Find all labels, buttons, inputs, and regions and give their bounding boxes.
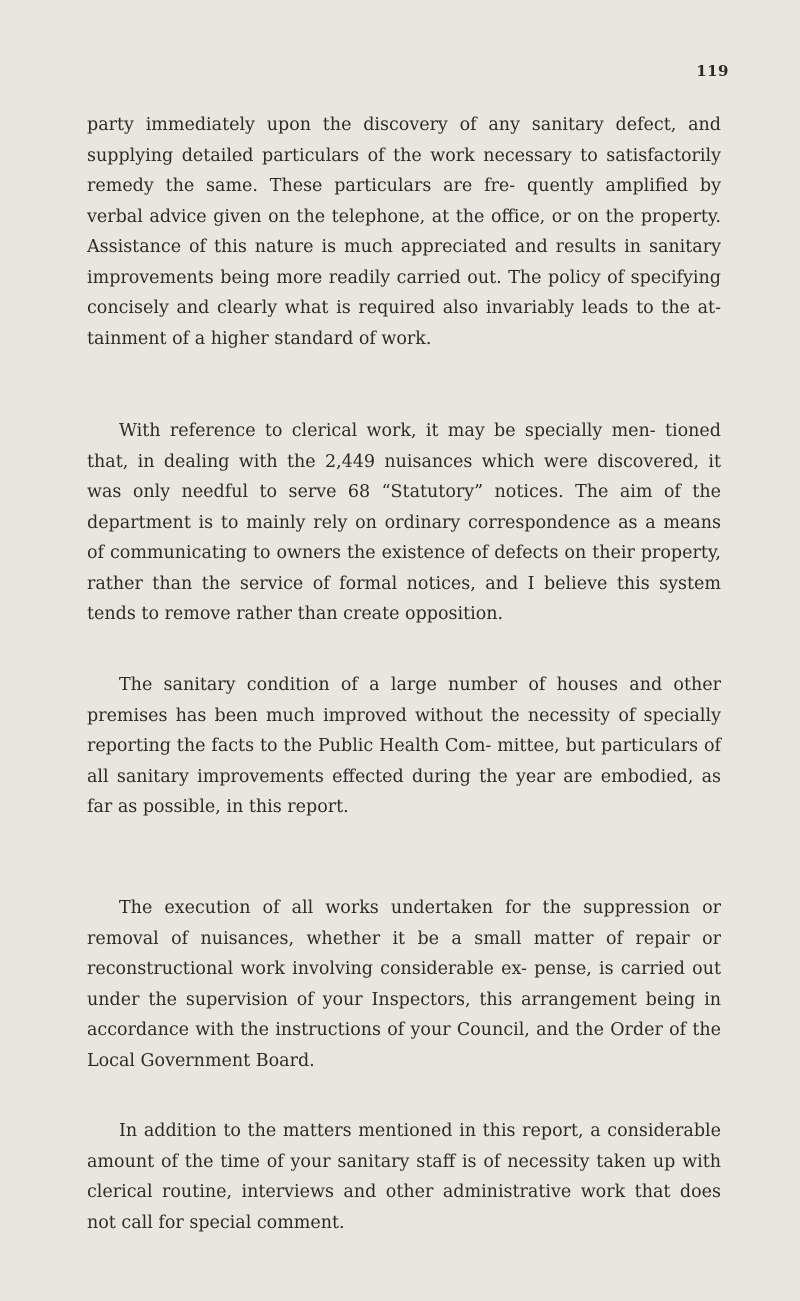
page-number: 119	[696, 62, 729, 80]
paragraph-execution-of-works: The execution of all works undertaken for the suppression or removal of nuisances, whether it be a small matter of repair or reconstructional work involving considerable ex- pense, is carried out under the supervision of your Inspectors, this arrangement being in accordance with the instructions of your Council, and the Order of the Local Government Board.	[87, 898, 721, 1071]
paragraph-administrative-work: In addition to the matters mentioned in this report, a considerable amount of the time of your sanitary staff is of necessity taken up with clerical routine, interviews and other administrative work that does not call for special comment.	[87, 1121, 721, 1233]
paragraph-sanitary-condition: The sanitary condition of a large number of houses and other premises has been much improved without the necessity of specially reporting the facts to the Public Health Com- mittee, but particulars of all sanitary improvements effected during the year are embodied, as far as possible, in this report.	[87, 675, 721, 817]
paragraph-clerical-work: With reference to clerical work, it may be specially men- tioned that, in dealing with the 2,449 nuisances which were discovered, it was only needful to serve 68 “Statutory” notices. The aim of the department is to mainly rely on ordinary correspondence as a means of communicating to owners the existence of defects on their property, rather than the service of formal notices, and I believe this system tends to remove rather than create opposition.	[87, 421, 721, 624]
paragraph-sanitary-defect-notification: party immediately upon the discovery of any sanitary defect, and supplying detailed particulars of the work necessary to satisfactorily remedy the same. These particulars are fre- quently amplified by verbal advice given on the telephone, at the office, or on the property. Assistance of this nature is much appreciated and results in sanitary improvements being more readily carried out. The policy of specifying concisely and clearly what is required also invariably leads to the at- tainment of a higher standard of work.	[87, 115, 721, 349]
